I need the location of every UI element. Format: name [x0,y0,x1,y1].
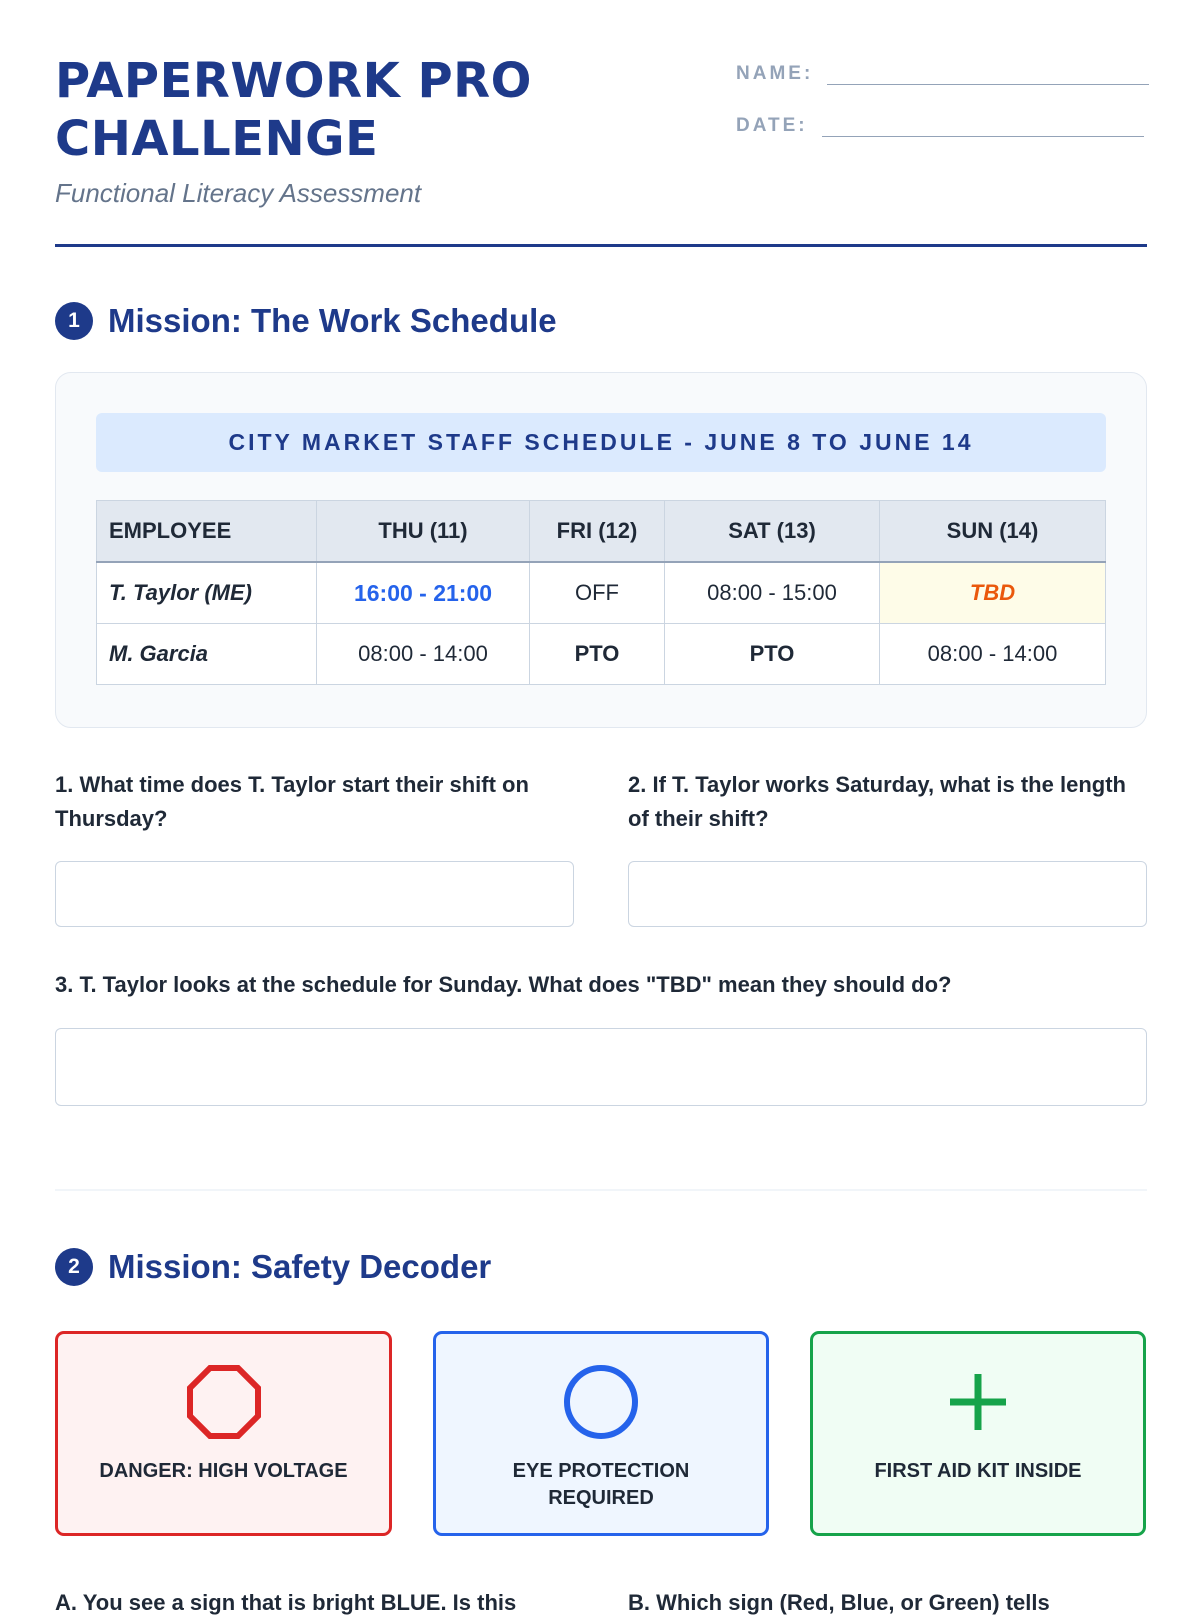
column-header: EMPLOYEE [97,501,317,563]
answer-input-3[interactable] [55,1028,1147,1106]
circle-icon [563,1364,639,1440]
column-header: THU (11) [317,501,530,563]
column-header: SAT (13) [665,501,880,563]
date-field-row [736,114,1144,137]
sign-label: EYE PROTECTION REQUIRED [512,1460,690,1509]
section-title: Mission: The Work Schedule [108,302,557,339]
question-1: 1. What time does T. Taylor start their shift on Thursday? [55,772,529,831]
shift-cell: PTO [665,624,880,685]
title-line-2: CHALLENGE [55,111,379,167]
column-header: FRI (12) [530,501,665,563]
section-1-heading [55,302,557,340]
column-header: SUN (14) [880,501,1106,563]
date-label: DATE: [736,114,808,136]
shift-cell: OFF [530,562,665,624]
title-line-1: PAPERWORK PRO [55,53,532,109]
schedule-card [55,372,1147,728]
table-row [97,624,1106,685]
table-row [97,562,1106,624]
safety-sign-first-aid[interactable] [810,1331,1146,1536]
worksheet-page [55,0,1147,1615]
plus-icon [940,1364,1016,1440]
shift-cell: PTO [530,624,665,685]
schedule-table [96,500,1106,685]
schedule-banner: CITY MARKET STAFF SCHEDULE - JUNE 8 TO JUNE 14 [96,413,1106,472]
name-field-row [736,62,1149,85]
employee-cell: M. Garcia [97,624,317,685]
sign-label: DANGER: HIGH VOLTAGE [99,1460,348,1482]
sign-label: FIRST AID KIT INSIDE [874,1460,1082,1482]
safety-sign-danger[interactable] [55,1331,392,1536]
section-2-heading [55,1248,491,1286]
date-field[interactable] [822,114,1144,137]
section-title: Mission: Safety Decoder [108,1248,492,1285]
question-a: A. You see a sign that is bright BLUE. Is this [55,1590,517,1615]
page-subtitle: Functional Literacy Assessment [55,178,422,208]
name-label: NAME: [736,62,814,84]
shift-cell: 08:00 - 14:00 [317,624,530,685]
employee-cell: T. Taylor (ME) [97,562,317,624]
section-divider [55,1189,1147,1191]
section-number-badge: 2 [55,1248,93,1286]
answer-input-2[interactable] [628,861,1147,927]
page-title [55,52,532,168]
safety-sign-eye-protection[interactable] [433,1331,769,1536]
section-number-badge: 1 [55,302,93,340]
worksheet-header [55,0,1147,247]
shift-cell-tbd: TBD [880,562,1106,624]
question-b: B. Which sign (Red, Blue, or Green) tells [628,1590,1050,1615]
shift-cell: 08:00 - 15:00 [665,562,880,624]
shift-cell: 08:00 - 14:00 [880,624,1106,685]
octagon-icon [186,1364,262,1440]
shift-cell: 16:00 - 21:00 [317,562,530,624]
name-field[interactable] [827,62,1149,85]
table-header-row [97,501,1106,563]
question-3: 3. T. Taylor looks at the schedule for Sunday. What does "TBD" mean they should do? [55,972,952,997]
question-2: 2. If T. Taylor works Saturday, what is the length of their shift? [628,772,1126,831]
answer-input-1[interactable] [55,861,574,927]
